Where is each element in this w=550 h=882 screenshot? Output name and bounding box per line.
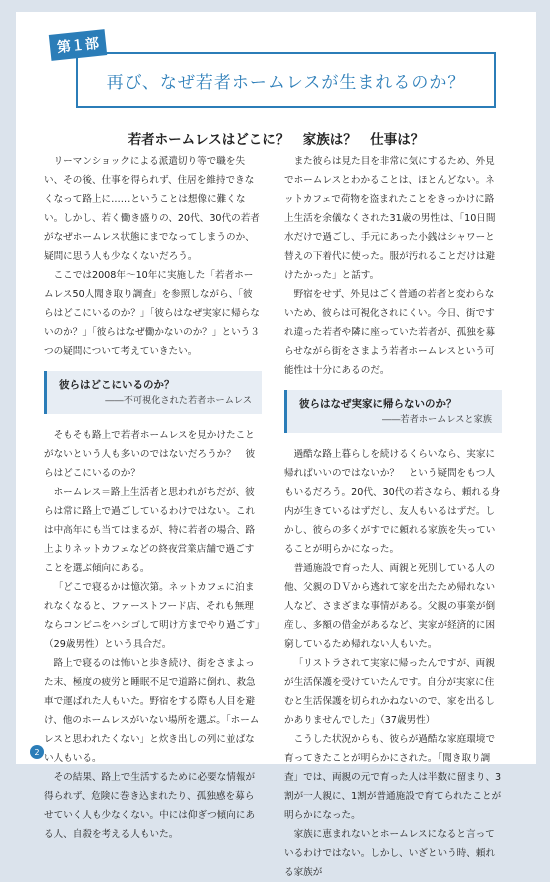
left-column	[44, 152, 262, 844]
body-paragraph: 過酷な路上暮らしを続けるくらいなら、実家に帰ればいいのではないか？ という疑問をもつ人もいるだろう。20代、30代の若さなら、頼れる身内が生きているはずだし、友人もいるはずだ。しかし、彼らの多くがすでに頼れる家族を失っていることが明らかになった。	[284, 449, 501, 555]
page-title: 再び、なぜ若者ホームレスが生まれるのか？	[76, 52, 496, 108]
subsection-box-where	[44, 371, 262, 414]
body-paragraph: 「リストラされて実家に帰ったんですが、両親が生活保護を受けていたんです。自分が実家に住むと生活保護を切られかねないので、家を出るしかありませんでした」（37歳男性）	[284, 658, 495, 726]
subsection-box-family	[284, 390, 502, 433]
body-paragraph: 野宿をせず、外見はごく普通の若者と変わらないため、彼らは可視化されにくい。今日、街ですれ違った若者や隣に座っていた若者が、孤独を募らせながら街をさまよう若者ホームレスという可能性は十分にあるのだ。	[284, 289, 496, 376]
part-label: 第１部	[49, 29, 107, 61]
subsection-subtitle: ――若者ホームレスと家族	[382, 414, 492, 425]
page-number: 2	[30, 745, 44, 759]
right-column	[284, 152, 502, 882]
body-paragraph: こうした状況からも、彼らが過酷な家庭環境で育ってきたことが明らかにされた。「聞き取り調査」では、両親の元で育った人は半数に留まり、3割が一人親に、1割が普通施設で育てられたことが明らかになった。	[284, 734, 502, 821]
body-paragraph: また彼らは見た目を非常に気にするため、外見でホームレスとわかることは、ほとんどない。ネットカフェで荷物を盗まれたことをきっかけに路上生活を余儀なくされた31歳の男性は、「10日間水だけで過ごし、手元にあった小銭はシャワーと替えの下着代に使った。服が汚れることだけは避けたかった」と話す。	[284, 156, 496, 281]
body-paragraph: ホームレス＝路上生活者と思われがちだが、彼らは常に路上で過ごしているわけではない。これは中高年にも当てはまるが、特に若者の場合、路上よりネットカフェなどの終夜営業店舗で過ごすことを選ぶ傾向にある。	[44, 487, 256, 574]
intro-paragraph: ここでは2008年～10年に実施した「若者ホームレス50人聞き取り調査」を参照しながら、「彼らはどこにいるのか？」「彼らはなぜ実家に帰らないのか？」「彼らはなぜ働かないのか？」という３つの疑問について考えていきたい。	[44, 270, 260, 357]
body-paragraph: 普通施設で育った人、両親と死別している人の他、父親のＤＶから逃れて家を出たため帰れない人など、さまざまな事情がある。父親の事業が倒産し、多額の借金があるなど、実家が経済的に困窮しているため帰れない人もいた。	[284, 563, 496, 650]
body-paragraph: 家族に恵まれないとホームレスになると言っているわけではない。しかし、いざという時、頼れる家族が	[284, 829, 496, 878]
body-paragraph: 「どこで寝るかは憶次第。ネットカフェに泊まれなくなると、ファーストフード店、それも無理ならコンビニをハシゴして明け方までやり過ごす」（29歳男性）という具合だ。	[44, 582, 260, 650]
intro-paragraph: リーマンショックによる派遣切り等で職を失い、その後、仕事を得られず、住居を維持できなくなって路上に……ということは想像に難くない。しかし、若く働き盛りの、20代、30代の若者がなぜホームレス状態にまでなってしまうのか、疑問に思う人も少なくないだろう。	[44, 156, 260, 262]
body-paragraph: その結果、路上で生活するために必要な情報が得られず、危険に巻き込まれたり、孤独感を募らせていく人も少なくない。中には仰ぎつ傾向にある人、自殺を考える人もいた。	[44, 772, 256, 840]
body-paragraph: 路上で寝るのは怖いと歩き続け、街をさまよった末、極度の疲労と睡眠不足で道路に倒れ、救急車で運ばれた人もいた。野宿をする際も人目を避け、他のホームレスがいない場所を選ぶ。「ホームレスと思われたくない」と炊き出しの列に並ばない人もいる。	[44, 658, 260, 764]
page	[16, 12, 536, 878]
section-heading: 若者ホームレスはどこに？ 家族は？ 仕事は？	[127, 132, 425, 148]
subsection-question: 彼らはなぜ実家に帰らないのか？	[299, 398, 457, 410]
body-paragraph: そもそも路上で若者ホームレスを見かけたことがないという人も多いのではないだろうか？ 彼らはどこにいるのか？	[44, 430, 256, 479]
subsection-subtitle: ――不可視化された若者ホームレス	[105, 395, 252, 406]
subsection-question: 彼らはどこにいるのか？	[59, 379, 175, 391]
